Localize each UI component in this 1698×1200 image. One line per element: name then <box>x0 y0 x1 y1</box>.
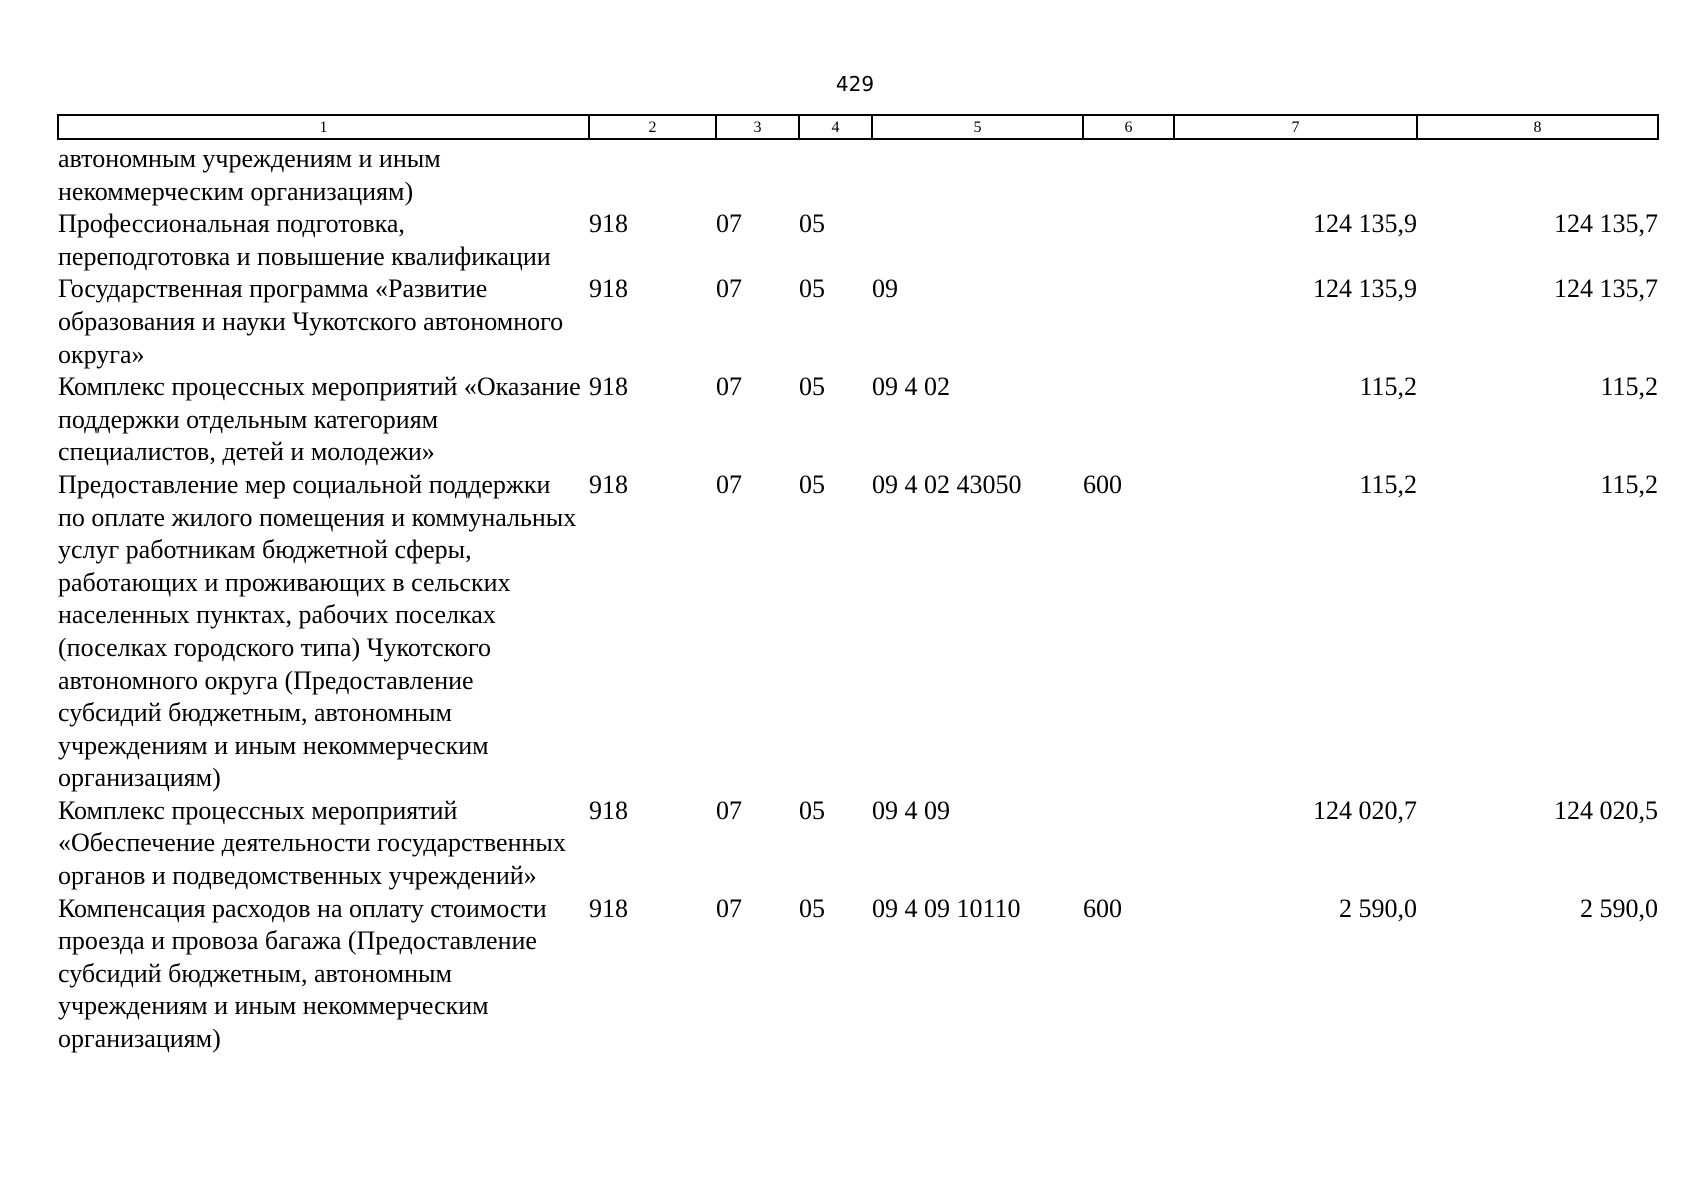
expense-type-cell <box>1083 208 1174 273</box>
section-code-cell: 07 <box>716 893 742 923</box>
subsection-code-cell: 05 <box>799 469 825 499</box>
amount-col7-cell: 115,2 <box>1359 469 1417 499</box>
target-article-cell: 09 <box>872 274 898 304</box>
ministry-code-cell: 918 <box>589 274 628 304</box>
row-name-cell: Компенсация расходов на оплату стоимости проезда и провоза багажа (Предоставление субсидий бюджетным, автономным учреждениям и иным некоммерческим организациям) <box>58 893 547 1054</box>
column-header-6: 6 <box>1083 115 1174 139</box>
table-row <box>58 208 1658 273</box>
page-number: 429 <box>835 72 875 96</box>
row-name-cell: Государственная программа «Развитие образования и науки Чукотского автономного округа» <box>58 274 564 369</box>
section-code-cell: 07 <box>716 372 742 402</box>
row-name-cell: Профессиональная подготовка, переподготовка и повышение квалификации <box>58 209 551 271</box>
subsection-code-cell: 05 <box>799 893 825 923</box>
target-article-cell: 09 4 09 <box>872 795 950 825</box>
subsection-code-cell: 05 <box>799 209 825 239</box>
table-row <box>58 795 1658 893</box>
table-row <box>58 371 1658 469</box>
expense-type-cell <box>1083 139 1174 208</box>
table-header-row <box>58 115 1658 139</box>
ministry-code-cell: 918 <box>589 469 628 499</box>
column-header-5: 5 <box>872 115 1083 139</box>
expense-type-cell <box>1083 371 1174 469</box>
section-code-cell: 07 <box>716 795 742 825</box>
amount-col7-cell <box>1174 139 1417 208</box>
row-name-cell: Предоставление мер социальной поддержки по оплате жилого помещения и коммунальных услуг работникам бюджетной сферы, работающих и проживающих в сельских населенных пунктах, рабочих поселках (поселках городского типа) Чукотского автономного округа (Предоставление субсидий бюджетным, автономным учреждениям и иным некоммерческим организациям) <box>58 469 577 793</box>
section-code-cell: 07 <box>716 274 742 304</box>
ministry-code-cell: 918 <box>589 372 628 402</box>
section-code-cell: 07 <box>716 469 742 499</box>
amount-col7-cell: 124 135,9 <box>1313 274 1417 304</box>
row-name-cell: Комплекс процессных мероприятий «Обеспечение деятельности государственных органов и подведомственных учреждений» <box>58 795 566 891</box>
ministry-code-cell: 918 <box>589 893 628 923</box>
amount-col7-cell: 124 135,9 <box>1313 209 1417 239</box>
amount-col8-cell <box>1417 139 1658 208</box>
section-code-cell <box>716 139 799 208</box>
column-header-4: 4 <box>799 115 872 139</box>
target-article-cell: 09 4 09 10110 <box>872 893 1021 923</box>
column-header-3: 3 <box>716 115 799 139</box>
target-article-cell: 09 4 02 43050 <box>872 469 1022 499</box>
amount-col8-cell: 2 590,0 <box>1580 893 1658 923</box>
column-header-7: 7 <box>1174 115 1417 139</box>
table-row <box>58 273 1658 371</box>
table-row <box>58 139 1658 208</box>
subsection-code-cell: 05 <box>799 372 825 402</box>
subsection-code-cell <box>799 139 872 208</box>
ministry-code-cell: 918 <box>589 795 628 825</box>
target-article-cell <box>872 139 1083 208</box>
amount-col7-cell: 2 590,0 <box>1339 893 1417 923</box>
target-article-cell <box>872 208 1083 273</box>
row-name-cell: автономным учреждениям и иным некоммерческим организациям) <box>58 144 441 206</box>
ministry-code-cell: 918 <box>589 209 628 239</box>
ministry-code-cell <box>589 139 716 208</box>
column-header-2: 2 <box>589 115 716 139</box>
amount-col7-cell: 124 020,7 <box>1313 795 1417 825</box>
expense-type-cell: 600 <box>1083 469 1122 499</box>
row-name-cell: Комплекс процессных мероприятий «Оказание поддержки отдельным категориям специалистов, детей и молодежи» <box>58 372 581 467</box>
amount-col8-cell: 124 135,7 <box>1554 274 1658 304</box>
column-header-1: 1 <box>58 115 589 139</box>
budget-table <box>57 114 1659 1056</box>
amount-col8-cell: 124 020,5 <box>1554 795 1658 825</box>
expense-type-cell: 600 <box>1083 893 1122 923</box>
section-code-cell: 07 <box>716 209 742 239</box>
table-row <box>58 893 1658 1056</box>
amount-col8-cell: 124 135,7 <box>1554 209 1658 239</box>
amount-col8-cell: 115,2 <box>1600 469 1658 499</box>
expense-type-cell <box>1083 273 1174 371</box>
target-article-cell: 09 4 02 <box>872 372 950 402</box>
column-header-8: 8 <box>1417 115 1658 139</box>
subsection-code-cell: 05 <box>799 274 825 304</box>
amount-col8-cell: 115,2 <box>1600 372 1658 402</box>
amount-col7-cell: 115,2 <box>1359 372 1417 402</box>
expense-type-cell <box>1083 795 1174 893</box>
table-row <box>58 469 1658 795</box>
subsection-code-cell: 05 <box>799 795 825 825</box>
